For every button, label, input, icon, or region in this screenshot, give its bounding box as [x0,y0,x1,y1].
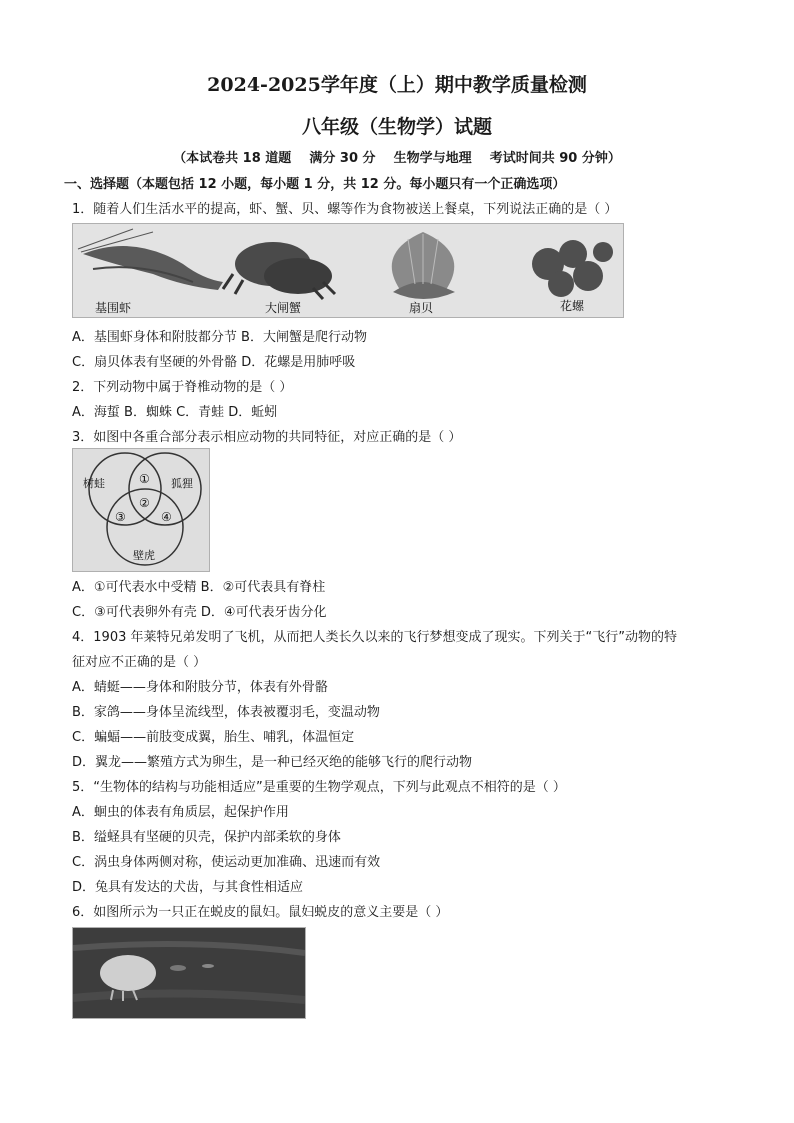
q4-option-b: B．家鸽——身体呈流线型，体表被覆羽毛，变温动物 [72,705,380,720]
section-heading: 一、选择题（本题包括 12 小题，每小题 1 分，共 12 分。每小题只有一个正确选项） [64,177,566,192]
venn-region-1: ① [139,472,150,486]
scallop-image [392,232,455,299]
venn-svg [73,449,209,571]
venn-region-4: ④ [161,510,172,524]
venn-region-2: ② [139,496,150,510]
woodlouse-illustration [73,928,305,1018]
q4-option-c: C．蝙蝠——前肢变成翼，胎生、哺乳，体温恒定 [72,730,355,745]
label-crab: 大闸蟹 [265,301,302,315]
question-6-stem: 6．如图所示为一只正在蜕皮的鼠妇。鼠妇蜕皮的意义主要是（ ） [72,905,449,920]
exam-info: （本试卷共 18 道题 满分 30 分 生物学与地理 考试时间共 90 分钟） [173,151,621,166]
snail-image [532,240,613,297]
exam-subtitle: 八年级（生物学）试题 [301,116,492,138]
venn-label-fox: 狐狸 [171,477,193,490]
question-3-stem: 3．如图中各重合部分表示相应动物的共同特征，对应正确的是（ ） [72,430,462,445]
q5-option-c: C．涡虫身体两侧对称，使运动更加准确、迅速而有效 [72,855,381,870]
q3-option-cd: C．③可代表卵外有壳 D．④可代表牙齿分化 [72,605,327,620]
q1-seafood-photo [72,223,624,318]
seafood-illustration [73,224,623,317]
question-5-stem: 5．“生物体的结构与功能相适应”是重要的生物学观点，下列与此观点不相符的是（ ） [72,780,566,795]
venn-label-gecko: 壁虎 [133,549,155,562]
q1-option-ab: A．基围虾身体和附肢都分节 B．大闸蟹是爬行动物 [72,330,367,345]
q5-option-b: B．缢蛏具有坚硬的贝壳，保护内部柔软的身体 [72,830,341,845]
venn-diagram [72,448,210,572]
crab-image [223,242,335,299]
q4-option-a: A．蜻蜓——身体和附肢分节，体表有外骨骼 [72,680,328,695]
label-snail: 花螺 [560,299,585,313]
q1-option-cd: C．扇贝体表有坚硬的外骨骼 D．花螺是用肺呼吸 [72,355,356,370]
label-scallop: 扇贝 [409,301,434,315]
question-4-stem: 4．1903 年莱特兄弟发明了飞机，从而把人类长久以来的飞行梦想变成了现实。下列关于“飞行”动物的特 [72,630,677,645]
question-4-stem-cont: 征对应不正确的是（ ） [72,655,207,670]
exam-title: 2024-2025学年度（上）期中教学质量检测 [207,74,587,96]
q6-woodlouse-photo [72,927,306,1019]
q5-option-d: D．兔具有发达的犬齿，与其食性相适应 [72,880,304,895]
q2-options: A．海蜇 B．蜘蛛 C．青蛙 D．蚯蚓 [72,405,278,420]
q5-option-a: A．蛔虫的体表有角质层，起保护作用 [72,805,289,820]
woodlouse-body [100,955,156,991]
question-1-stem: 1．随着人们生活水平的提高，虾、蟹、贝、螺等作为食物被送上餐桌，下列说法正确的是（ ） [72,202,618,217]
q4-option-d: D．翼龙——繁殖方式为卵生，是一种已经灭绝的能够飞行的爬行动物 [72,755,473,770]
shrimp-image [78,229,223,290]
venn-region-3: ③ [115,510,126,524]
question-2-stem: 2．下列动物中属于脊椎动物的是（ ） [72,380,293,395]
venn-label-treefrog: 树蛙 [83,477,105,490]
q3-option-ab: A．①可代表水中受精 B．②可代表具有脊柱 [72,580,326,595]
label-shrimp: 基围虾 [95,301,132,315]
